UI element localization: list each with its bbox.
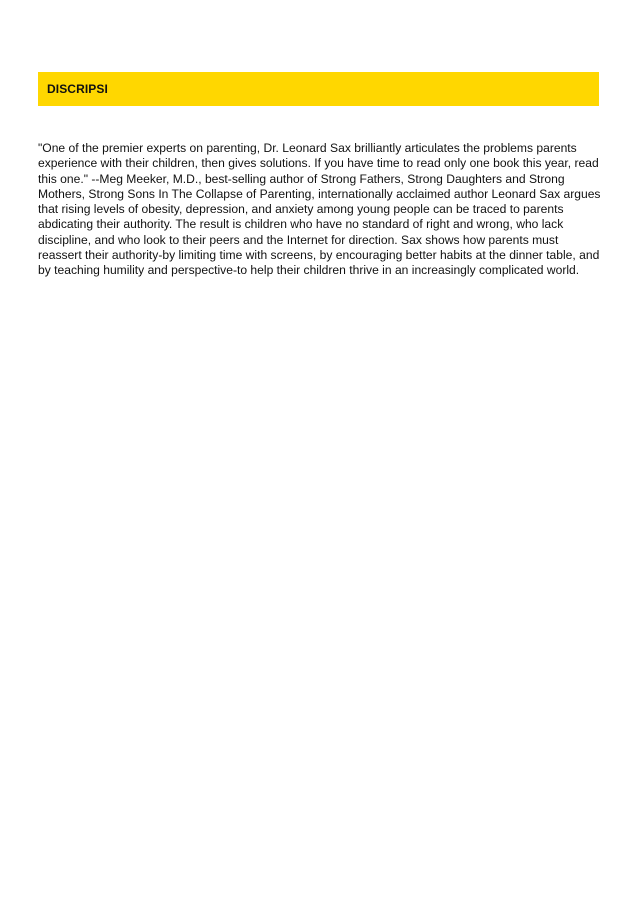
description-paragraph: "One of the premier experts on parenting, Dr. Leonard Sax brilliantly articulates the problems parents experience with their children, then gives solutions. If you have time to read only one book this year, read this one." --Meg Meeker, M.D., best-selling author of Strong Fathers, Strong Daughters and Strong Mothers, Strong Sons In The Collapse of Parenting, internationally acclaimed author Leonard Sax argues that rising levels of obesity, depression, and anxiety among young people can be traced to parents abdicating their authority. The result is children who have no standard of right and wrong, who lack discipline, and who look to their peers and the Internet for direction. Sax shows how parents must reassert their authority-by limiting time with screens, by encouraging better habits at the dinner table, and by teaching humility and perspective-to help their children thrive in an increasingly complicated world. (38, 141, 601, 277)
section-title: DISCRIPSI (47, 82, 108, 96)
section-header-band (38, 72, 599, 106)
